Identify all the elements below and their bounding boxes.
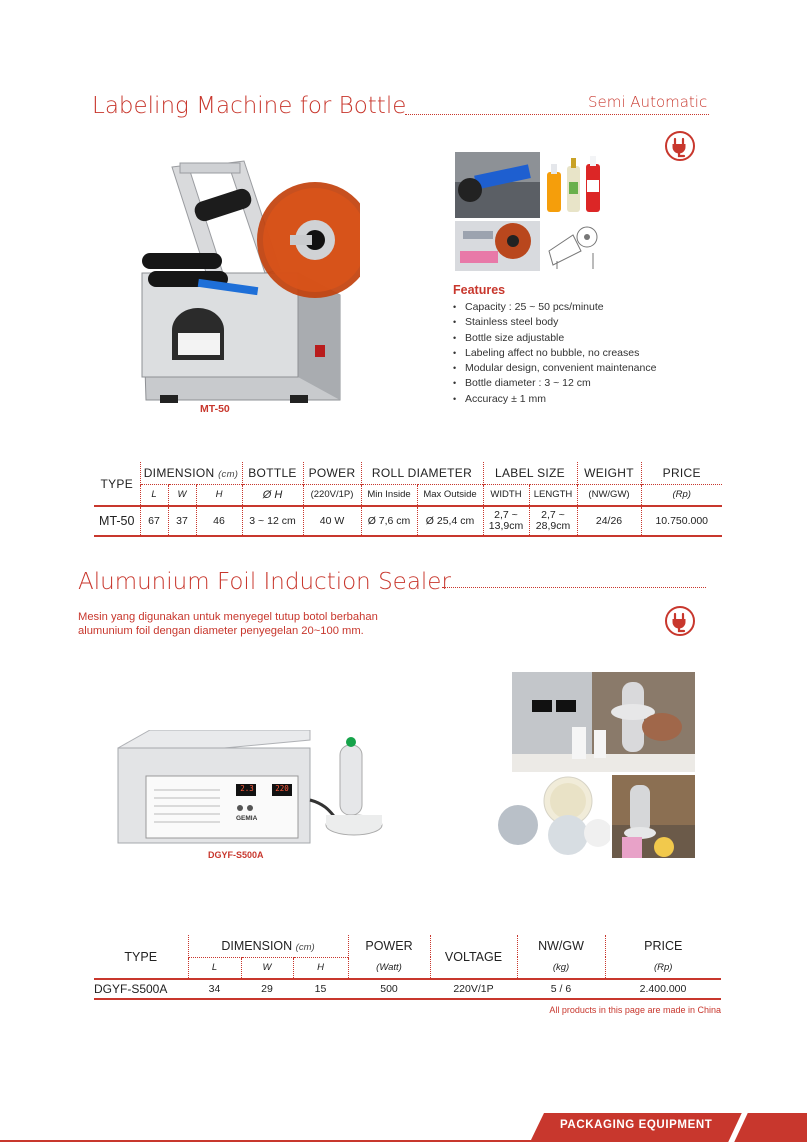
labeling-diagram-sketch: [543, 221, 605, 271]
feature-item: • Accuracy ± 1 mm: [453, 392, 753, 407]
spec-table-dgyf: [94, 935, 721, 1000]
col-header-power: POWER: [303, 462, 361, 484]
row-length-line-2: 28,9cm: [535, 520, 571, 532]
table-row: [94, 979, 721, 999]
row-l: 34: [208, 983, 221, 995]
row-type: DGYF-S500A: [94, 982, 168, 996]
spec-table-mt50: [94, 462, 722, 537]
row-price: 2.400.000: [639, 983, 687, 995]
sub-header-l: L: [140, 484, 168, 506]
sub-header-nwgw-unit: (kg): [517, 957, 605, 979]
col-header-type: TYPE: [100, 476, 134, 491]
dimension-label: DIMENSION: [221, 938, 293, 953]
row-width-line-2: 13,9cm: [488, 520, 524, 532]
row-nwgw: 5 / 6: [550, 983, 572, 995]
dimension-unit: (cm): [295, 941, 315, 953]
row-bottle: 3 ~ 12 cm: [242, 506, 303, 536]
description-line-1: Mesin yang digunakan untuk menyegel tutup botol berbahan: [78, 611, 378, 623]
col-header-type: TYPE: [124, 949, 158, 964]
feature-item: • Modular design, convenient maintenance: [453, 361, 753, 376]
sub-header-width: WIDTH: [483, 484, 529, 506]
device-display-1: 2.3: [240, 784, 254, 793]
dimension-unit: (cm): [218, 468, 239, 480]
col-header-dimension: [140, 462, 242, 484]
feature-item: • Bottle size adjustable: [453, 331, 753, 346]
row-h: 46: [196, 506, 242, 536]
sub-header-price: (Rp): [641, 484, 722, 506]
title-divider: [405, 114, 709, 115]
footer-category-label: PACKAGING EQUIPMENT: [560, 1119, 713, 1131]
sub-header-min-inside: Min Inside: [361, 484, 417, 506]
sub-header-length: LENGTH: [529, 484, 577, 506]
row-power: 500: [380, 983, 398, 995]
sub-header-w: W: [168, 484, 196, 506]
labeling-sample-photo-2: [455, 221, 540, 271]
product-caption-dgyf: DGYF-S500A: [208, 850, 264, 860]
device-brand: GEMIA: [236, 815, 258, 822]
sub-header-power-unit: (Watt): [348, 957, 430, 979]
labeling-sample-photo-1: [455, 152, 540, 218]
col-header-dimension: [188, 935, 348, 957]
feature-item: • Stainless steel body: [453, 315, 753, 330]
row-weight: 24/26: [577, 506, 641, 536]
footer-banner: [530, 1113, 807, 1142]
description-line-2: alumunium foil dengan diameter penyegelan 20~100 mm.: [78, 624, 364, 637]
row-power: 40 W: [303, 506, 361, 536]
sealer-description: [78, 611, 438, 638]
col-header-roll-diameter: ROLL DIAMETER: [361, 462, 483, 484]
row-type: MT-50: [99, 514, 135, 528]
row-w: 29: [261, 983, 273, 995]
bottle-samples-photo: [543, 152, 603, 218]
row-l: 67: [140, 506, 168, 536]
feature-item: • Bottle diameter : 3 ~ 12 cm: [453, 376, 753, 391]
row-voltage: 220V/1P: [453, 983, 494, 995]
feature-item: • Labeling affect no bubble, no creases: [453, 346, 753, 361]
row-width: [483, 506, 529, 536]
sub-header-w: W: [241, 957, 293, 979]
row-width-line-1: 2,7 ~: [494, 509, 518, 521]
row-h: 15: [314, 983, 327, 995]
col-header-label-size: LABEL SIZE: [483, 462, 577, 484]
section-subtitle: Semi Automatic: [588, 93, 708, 111]
features-panel: [453, 283, 753, 407]
title-divider: [442, 587, 706, 588]
sub-header-weight: (NW/GW): [577, 484, 641, 506]
col-header-nwgw: NW/GW: [517, 935, 605, 957]
sub-header-max-outside: Max Outside: [417, 484, 483, 506]
dimension-label: DIMENSION: [143, 465, 215, 480]
table-row: [94, 506, 722, 536]
sub-header-power: (220V/1P): [303, 484, 361, 506]
sealing-bottle-photo: [612, 775, 695, 858]
origin-footnote: All products in this page are made in China: [549, 1005, 721, 1015]
plug-icon: [664, 605, 696, 637]
features-heading: Features: [453, 283, 506, 297]
feature-item: • Capacity : 25 ~ 50 pcs/minute: [453, 300, 753, 315]
sub-header-l: L: [188, 957, 241, 979]
col-header-power: POWER: [348, 935, 430, 957]
product-caption-mt50: MT-50: [200, 403, 230, 415]
sub-header-h: H: [293, 957, 348, 979]
row-w: 37: [168, 506, 196, 536]
row-length: [529, 506, 577, 536]
col-header-price: PRICE: [605, 935, 721, 957]
col-header-price: PRICE: [641, 462, 722, 484]
sub-header-price-unit: (Rp): [605, 957, 721, 979]
section-title-labeling: Labeling Machine for Bottle: [92, 93, 407, 119]
row-min-inside: Ø 7,6 cm: [361, 506, 417, 536]
col-header-voltage: VOLTAGE: [430, 935, 517, 979]
foil-caps-photo: [488, 773, 610, 858]
col-header-bottle: BOTTLE: [242, 462, 303, 484]
row-length-line-1: 2,7 ~: [541, 509, 565, 521]
row-max-outside: Ø 25,4 cm: [417, 506, 483, 536]
labeling-machine-image: [110, 155, 360, 405]
features-list: [453, 300, 753, 407]
sealer-usage-photo: [512, 672, 695, 772]
device-display-2: 220: [275, 784, 289, 793]
section-title-sealer: Alumunium Foil Induction Sealer: [78, 569, 451, 595]
plug-icon: [664, 130, 696, 162]
sub-header-bottle: Ø H: [242, 484, 303, 506]
row-price: 10.750.000: [641, 506, 722, 536]
sub-header-h: H: [196, 484, 242, 506]
col-header-weight: WEIGHT: [577, 462, 641, 484]
